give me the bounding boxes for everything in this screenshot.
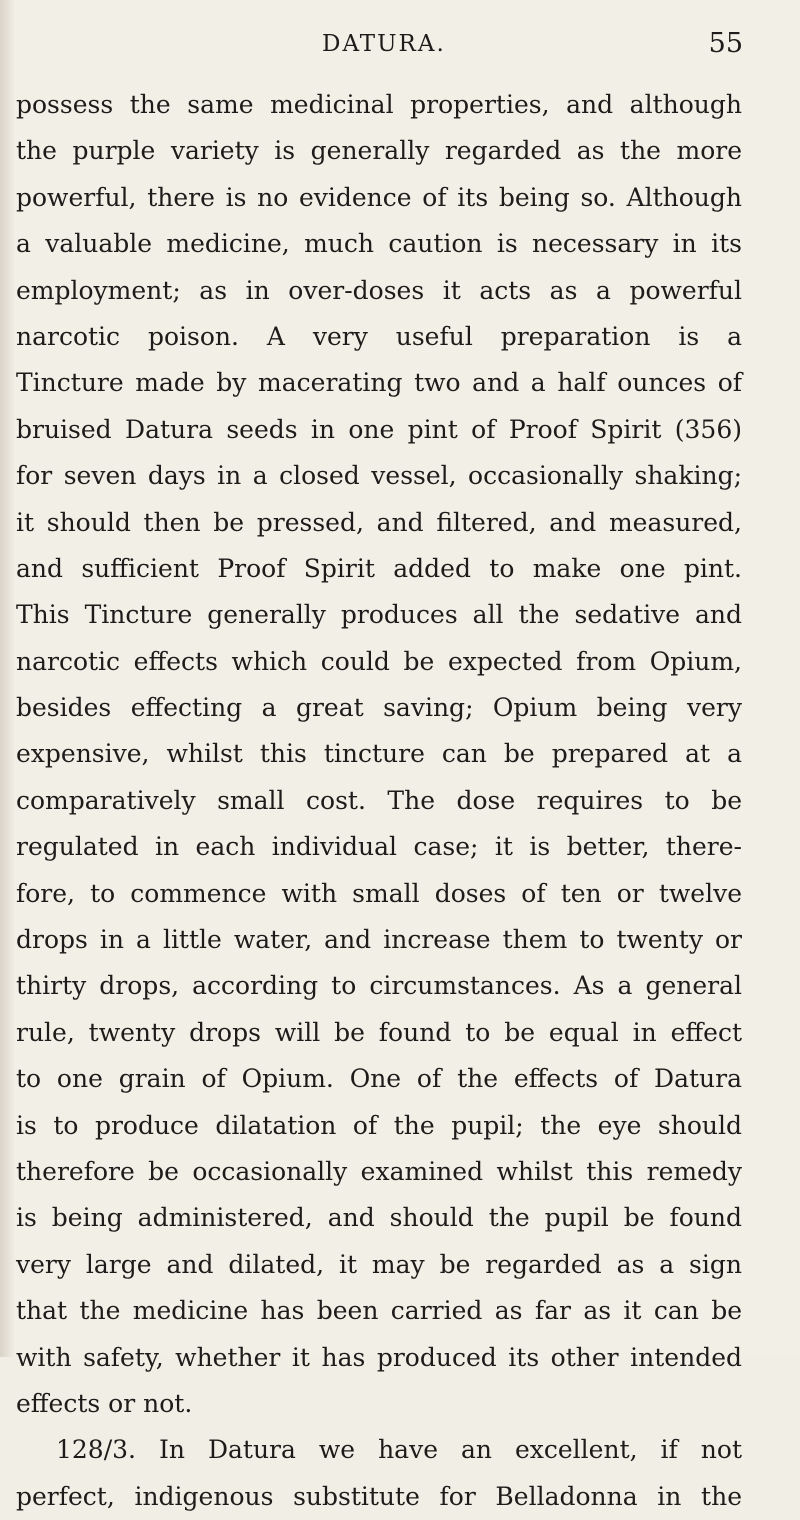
text-line: rule, twenty drops will be found to be equal in effect <box>16 1017 742 1047</box>
text-line: to one grain of Opium. One of the effects of Datura <box>16 1064 742 1094</box>
text-line: a valuable medicine, much caution is necessary in its <box>16 229 742 259</box>
text-line: and sufficient Proof Spirit added to make one pint. <box>16 553 742 583</box>
text-line: powerful, there is no evidence of its being so. Although <box>16 182 742 212</box>
text-line: with safety, whether it has produced its other intended <box>16 1342 742 1372</box>
body-text <box>16 82 742 1520</box>
section-start-line: 128/3. In Datura we have an excellent, if not <box>56 1435 742 1465</box>
running-head-title: DATURA. <box>322 31 446 57</box>
page-gutter-shadow <box>0 0 14 1357</box>
text-line: possess the same medicinal properties, and although <box>16 90 742 119</box>
text-line: besides effecting a great saving; Opium being very <box>16 693 742 723</box>
text-line: comparatively small cost. The dose requires to be <box>16 785 742 815</box>
text-line: fore, to commence with small doses of ten or twelve <box>16 878 742 908</box>
text-line: the purple variety is generally regarded as the more <box>16 136 742 166</box>
text-line: thirty drops, according to circumstances. As a general <box>16 971 742 1001</box>
text-line: This Tincture generally produces all the sedative and <box>16 600 742 630</box>
text-line: it should then be pressed, and filtered, and measured, <box>16 507 742 537</box>
text-line: perfect, indigenous substitute for Belladonna in the <box>16 1481 742 1511</box>
text-line: therefore be occasionally examined whilst this remedy <box>16 1156 742 1186</box>
paragraph-end-line: effects or not. <box>16 1388 193 1418</box>
running-head <box>0 24 800 64</box>
text-line: is to produce dilatation of the pupil; the eye should <box>16 1110 742 1140</box>
page-number: 55 <box>708 28 743 59</box>
text-line: employment; as in over-doses it acts as a powerful <box>16 275 742 305</box>
text-line: is being administered, and should the pupil be found <box>16 1203 742 1233</box>
text-line: bruised Datura seeds in one pint of Proof Spirit (356) <box>16 414 742 444</box>
text-line: that the medicine has been carried as far as it can be <box>16 1296 742 1326</box>
text-line: for seven days in a closed vessel, occasionally shaking; <box>16 461 742 491</box>
text-line: expensive, whilst this tincture can be prepared at a <box>16 739 742 769</box>
text-line: narcotic poison. A very useful preparation is a <box>16 321 742 351</box>
text-line: narcotic effects which could be expected from Opium, <box>16 646 742 676</box>
text-line: very large and dilated, it may be regarded as a sign <box>16 1249 742 1279</box>
text-line: Tincture made by macerating two and a half ounces of <box>16 368 742 398</box>
text-line: regulated in each individual case; it is better, there- <box>16 832 742 862</box>
text-line: drops in a little water, and increase them to twenty or <box>16 925 742 955</box>
